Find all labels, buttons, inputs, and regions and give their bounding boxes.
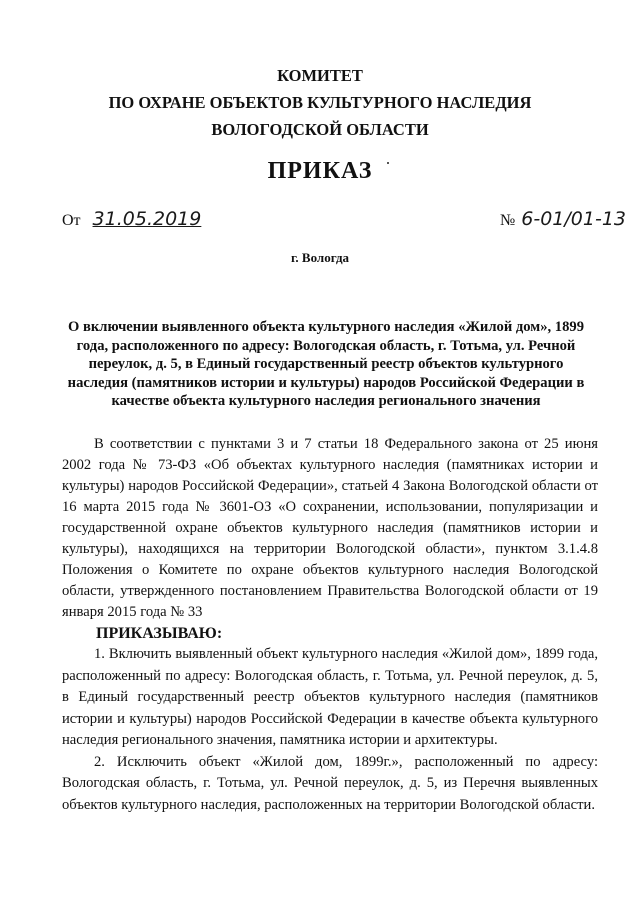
issuer-line-1: КОМИТЕТ (277, 66, 363, 85)
issuer-line-2: ПО ОХРАНЕ ОБЪЕКТОВ КУЛЬТУРНОГО НАСЛЕДИЯ (108, 93, 532, 112)
handwritten-number: 6-01/01-13 (521, 208, 626, 230)
number-field (500, 208, 626, 230)
number-label: № (500, 212, 516, 229)
order-item-2: 2. Исключить объект «Жилой дом, 1899г.», расположенный по адресу: Вологодская область, г. Тотьма, ул. Речной переулок, д. 5, из Перечня выявленных объектов культурного наследия, расположенных на территории Вологодской области. (62, 753, 598, 813)
order-subject: О включении выявленного объекта культурного наследия «Жилой дом», 1899 года, расположенного по адресу: Вологодская область, г. Тотьма, ул. Речной переулок, д. 5, в Единый государственный реестр объектов культурного наследия (памятников истории и культуры) народов Российской Федерации в качестве объекта культурного наследия регионального значения (67, 319, 585, 409)
document-title: ПРИКАЗ (267, 158, 373, 184)
order-items (62, 644, 598, 816)
date-field (62, 208, 201, 230)
order-item-1: 1. Включить выявленный объект культурного наследия «Жилой дом», 1899 года, расположенный по адресу: Вологодская область, г. Тотьма, ул. Речной переулок, д. 5, в Единый государственный реестр объектов культурного наследия (памятников истории и культуры) народов Российской Федерации в качестве объекта культурного наследия регионального значения, памятника истории и архитектуры. (62, 646, 598, 748)
handwritten-date: 31.05.2019 (92, 208, 202, 230)
city-line: г. Вологда (290, 250, 350, 265)
order-directive: ПРИКАЗЫВАЮ: (96, 625, 223, 642)
issuer-header (0, 62, 640, 143)
date-label: От (62, 212, 81, 229)
issuer-line-3: ВОЛОГОДСКОЙ ОБЛАСТИ (211, 120, 429, 139)
preamble-paragraph: В соответствии с пунктами 3 и 7 статьи 18 Федерального закона от 25 июня 2002 года № 73-ФЗ «Об объектах культурного наследия (памятниках истории и культуры) народов Российской Федерации», статьей 4 Закона Вологодской области от 16 марта 2015 года № 3601-ОЗ «О сохранении, использовании, популяризации и государственной охране объектов культурного наследия (памятников истории и культуры), находящихся на территории Вологодской области», пунктом 3.1.4.8 Положения о Комитете по охране объектов культурного наследия Вологодской области, утвержденного постановлением Правительства Вологодской области от 19 января 2015 года № 33 (62, 436, 598, 620)
